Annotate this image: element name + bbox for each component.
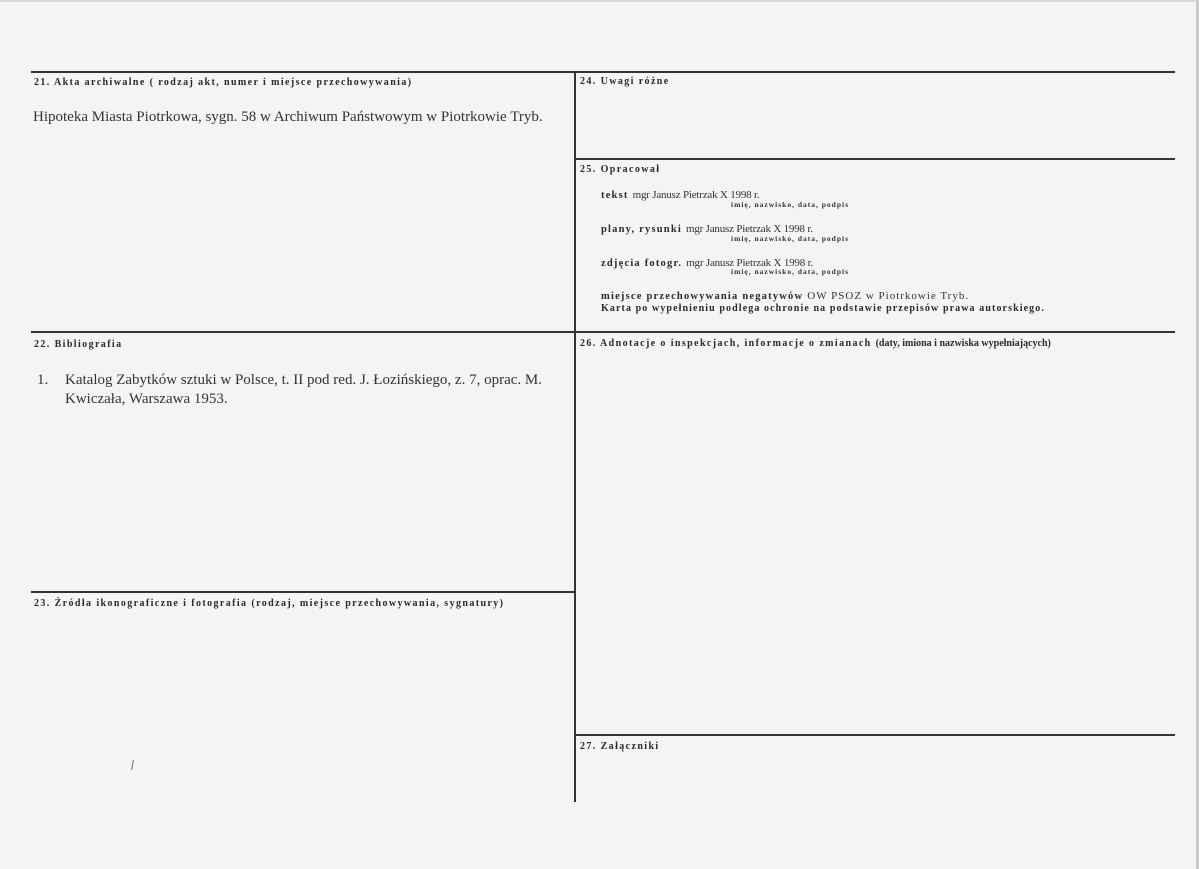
text-author-value: mgr Janusz Pietrzak X 1998 r. [632,189,760,201]
rule-middle [31,331,1175,333]
section-25-label: 25. Opracował [580,164,661,175]
rule-27-top [575,734,1175,736]
section-27-label: 27. Załączniki [580,741,660,752]
section-21-content: Hipoteka Miasta Piotrkowa, sygn. 58 w Archiwum Państwowym w Piotrkowie Tryb. [33,109,543,125]
column-divider [574,71,576,802]
section-26-label-main: 26. Adnotacje o inspekcjach, informacje o zmianach [580,338,872,349]
plans-label: plany, rysunki [601,224,682,235]
photos-caption: imię, nazwisko, data, podpis [731,267,850,276]
pen-mark [131,760,134,770]
text-caption: imię, nazwisko, data, podpis [731,200,850,209]
bibliography-item-line2: Kwiczała, Warszawa 1953. [65,391,228,407]
top-rule [31,71,1175,73]
rule-25-top [575,158,1175,160]
plans-author-value: mgr Janusz Pietrzak X 1998 r. [686,223,813,235]
section-26-label-suffix: (daty, imiona i nazwiska wypełniających) [875,338,1051,349]
negatives-value: OW PSOZ w Piotrkowie Tryb. [807,290,970,302]
negatives-row [601,286,969,304]
plans-caption: imię, nazwisko, data, podpis [731,234,850,243]
section-21-label: 21. Akta archiwalne ( rodzaj akt, numer i miejsce przechowywania) [34,77,413,88]
section-22-label: 22. Bibliografia [34,339,123,350]
text-label: tekst [601,190,629,201]
rule-23-top [31,591,576,593]
photos-label: zdjęcia fotogr. [601,258,683,269]
section-26-label [580,338,1051,349]
negatives-label: miejsce przechowywania negatywów [601,291,804,302]
bibliography-item-number: 1. [37,372,49,388]
section-24-label: 24. Uwagi różne [580,76,670,87]
bibliography-item-line1: Katalog Zabytków sztuki w Polsce, t. II pod red. J. Łozińskiego, z. 7, oprac. M. [65,372,542,388]
page-top-edge [0,0,1199,2]
copyright-note: Karta po wypełnieniu podlega ochronie na podstawie przepisów prawa autorskiego. [601,303,1045,314]
bibliography-item [33,371,568,409]
section-23-label: 23. Źródła ikonograficzne i fotografia (rodzaj, miejsce przechowywania, sygnatury) [34,598,505,609]
photos-author-value: mgr Janusz Pietrzak X 1998 r. [686,257,813,269]
